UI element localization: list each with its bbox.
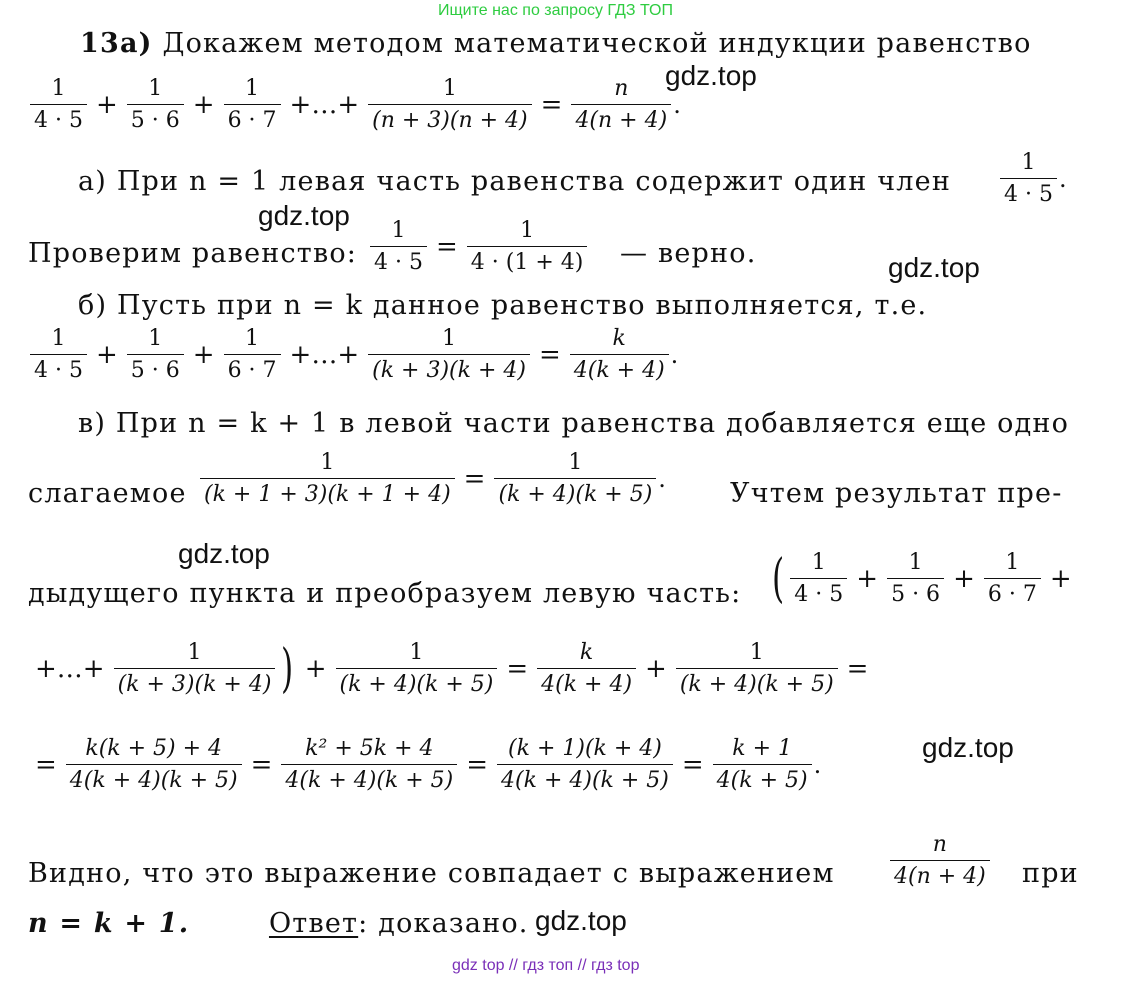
step-b-text: б) Пусть при n = k данное равенство выполняется, т.е. <box>78 290 928 321</box>
problem-number: 13а) <box>80 28 153 59</box>
watermark: gdz.top <box>888 252 980 283</box>
problem-title <box>80 28 1032 59</box>
check-equation: $\frac{1}{4 \cdot 5}$ = $\frac{1}{4 \cdot (1 + 4)}$ <box>368 218 589 275</box>
step-c-label: слагаемое <box>28 478 187 509</box>
equation-k: $\frac{1}{4 \cdot 5}$ + $\frac{1}{5 \cdot 6}$ + $\frac{1}{6 \cdot 7}$ +…+ $\frac{1}{(k + 3)(k + 4)}$ = $\frac{k}{4(k + 4)}$ . <box>28 326 678 383</box>
fraction: $\frac{1}{5 \cdot 6}$ <box>127 76 184 133</box>
footer-links: gdz top // гдз топ // гдз top <box>452 957 640 974</box>
watermark: gdz.top <box>665 60 757 91</box>
equation-main: $\frac{1}{4 \cdot 5}$ + $\frac{1}{5 \cdot 6}$ + $\frac{1}{6 \cdot 7}$ +…+ $\frac{1}{(n + 3)(n + 4)}$ = $\frac{n}{4(n + 4)}$ . <box>28 76 681 133</box>
step-a-term: $\frac{1}{4 \cdot 5}$ . <box>998 150 1067 207</box>
bracket-open: ( $\frac{1}{4 \cdot 5}$ + $\frac{1}{5 \cdot 6}$ + $\frac{1}{6 \cdot 7}$ + <box>772 548 1072 609</box>
added-term: $\frac{1}{(k + 1 + 3)(k + 1 + 4)}$ = $\frac{1}{(k + 4)(k + 5)}$ . <box>198 450 666 507</box>
answer-label: Ответ <box>268 908 359 939</box>
conclusion-text: Видно, что это выражение совпадает с выражением <box>28 858 835 889</box>
problem-title-text: Докажем методом математической индукции равенство <box>162 28 1032 59</box>
check-label: Проверим равенство: <box>28 238 358 269</box>
answer-text: : доказано. <box>358 908 529 939</box>
fraction: $\frac{1}{(n + 3)(n + 4)}$ <box>368 76 532 133</box>
fraction: $\frac{n}{4(n + 4)}$ <box>571 76 671 133</box>
check-verdict: — верно. <box>620 238 757 269</box>
fraction: $\frac{1}{4 \cdot 5}$ <box>30 76 87 133</box>
watermark: gdz.top <box>178 538 270 569</box>
equation-row6: = $\frac{k(k + 5) + 4}{4(k + 4)(k + 5)}$ = $\frac{\text{k² + 5k + 4}}{4(k + 4)(k + 5)}$ = $\frac{(k + 1)(k + 4)}{4(k + 4)(k + 5)}$ = $\frac{k + 1}{4(k + 5)}$ . <box>35 736 822 793</box>
step-c-text: в) При n = k + 1 в левой части равенства добавляется еще одно <box>78 408 1070 439</box>
watermark: gdz.top <box>258 200 350 231</box>
watermark: gdz.top <box>535 905 627 936</box>
conclusion-condition: n = k + 1. <box>28 908 190 939</box>
conclusion-fraction: $\frac{n}{4(n + 4)}$ <box>888 832 992 889</box>
equation-row5: +…+ $\frac{1}{(k + 3)(k + 4)}$ ) + $\frac{1}{(k + 4)(k + 5)}$ = $\frac{k}{4(k + 4)}$ + $\frac{1}{(k + 4)(k + 5)}$ = <box>35 638 869 699</box>
step-c-line3: дыдущего пункта и преобразуем левую часть: <box>28 578 742 609</box>
conclusion-line2 <box>28 908 529 939</box>
conclusion-pri: при <box>1022 858 1079 889</box>
watermark: gdz.top <box>922 732 1014 763</box>
header-banner: Ищите нас по запросу ГДЗ ТОП <box>438 2 673 19</box>
fraction: $\frac{1}{6 \cdot 7}$ <box>224 76 281 133</box>
step-c-tail: Учтем результат пре- <box>730 478 1063 509</box>
step-a-text: а) При n = 1 левая часть равенства содержит один член <box>78 166 952 197</box>
